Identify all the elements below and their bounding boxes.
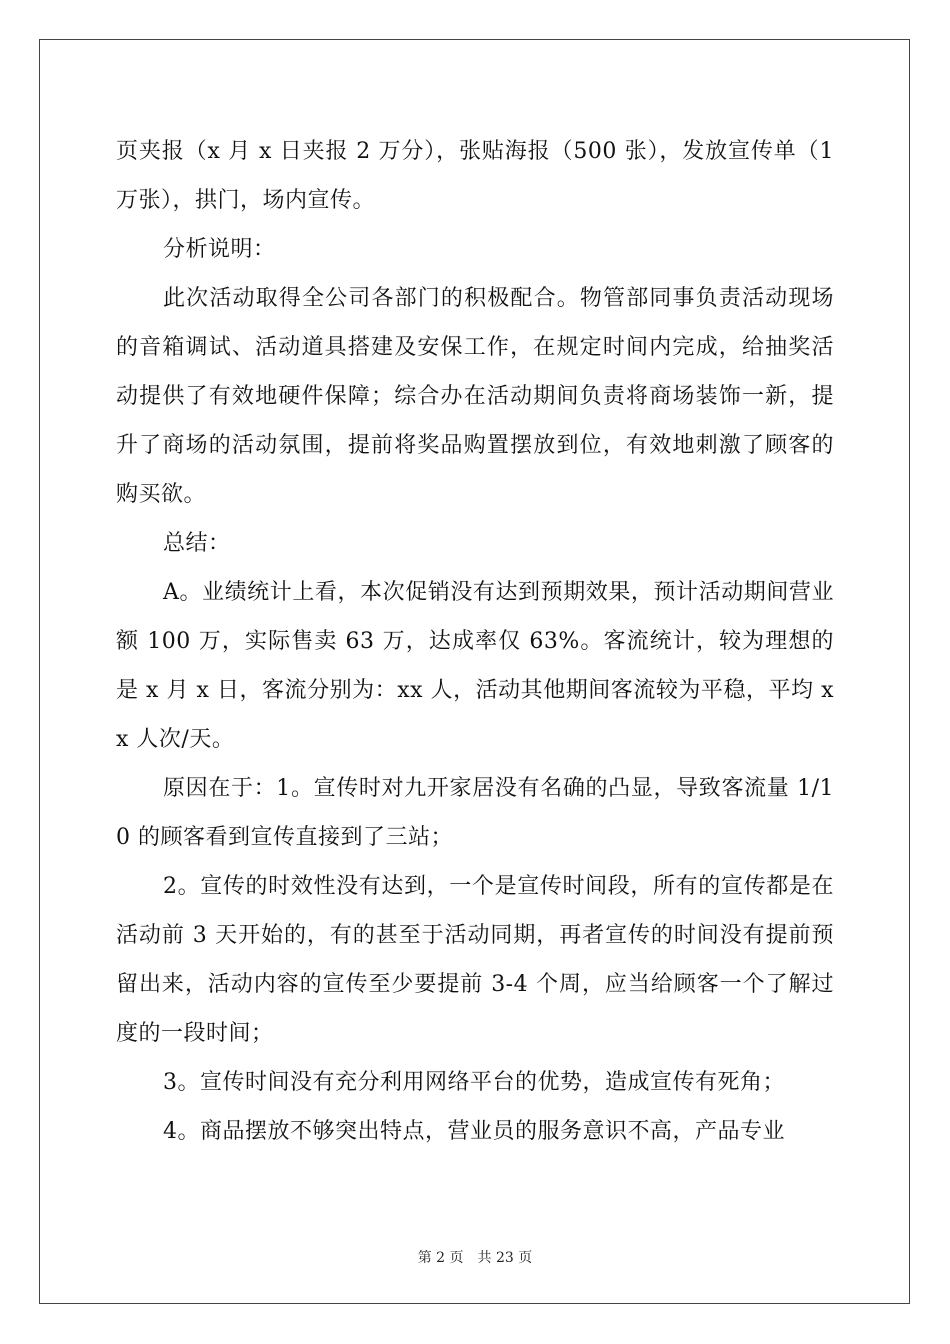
- paragraph-7: 2。宣传的时效性没有达到，一个是宣传时间段，所有的宣传都是在活动前 3 天开始的，有的甚至于活动同期，再者宣传的时间没有提前预留出来，活动内容的宣传至少要提前 3-4 个周，应当给顾客一个了解过度的一段时间；: [116, 874, 834, 1046]
- paragraph-6: 原因在于：1。宣传时对九开家居没有名确的凸显，导致客流量 1/10 的顾客看到宣传直接到了三站；: [116, 776, 834, 850]
- paragraph-2-heading: 分析说明：: [163, 237, 276, 262]
- paragraph-1: 页夹报（x 月 x 日夹报 2 万分），张贴海报（500 张），发放宣传单（1 万张），拱门，场内宣传。: [116, 139, 834, 213]
- paragraph-9: 4。商品摆放不够突出特点，营业员的服务意识不高，产品专业: [163, 1119, 785, 1144]
- page-footer: [0, 1249, 950, 1267]
- paragraph-3: 此次活动取得全公司各部门的积极配合。物管部同事负责活动现场的音箱调试、活动道具搭建及安保工作，在规定时间内完成，给抽奖活动提供了有效地硬件保障；综合办在活动期间负责将商场装饰一新，提升了商场的活动氛围，提前将奖品购置摆放到位，有效地刺激了顾客的购买欲。: [116, 286, 834, 507]
- page-number: 第 2 页: [417, 1250, 464, 1266]
- paragraph-5: A。业绩统计上看，本次促销没有达到预期效果，预计活动期间营业额 100 万，实际售卖 63 万，达成率仅 63%。客流统计，较为理想的是 x 月 x 日，客流分别为：xx 人，活动其他期间客流较为平稳，平均 xx 人次/天。: [116, 580, 834, 752]
- document-body: [116, 127, 834, 1156]
- paragraph-8: 3。宣传时间没有充分利用网络平台的优势，造成宣传有死角；: [163, 1070, 785, 1095]
- page-total: 共 23 页: [477, 1250, 533, 1266]
- paragraph-4-heading: 总结：: [163, 531, 231, 556]
